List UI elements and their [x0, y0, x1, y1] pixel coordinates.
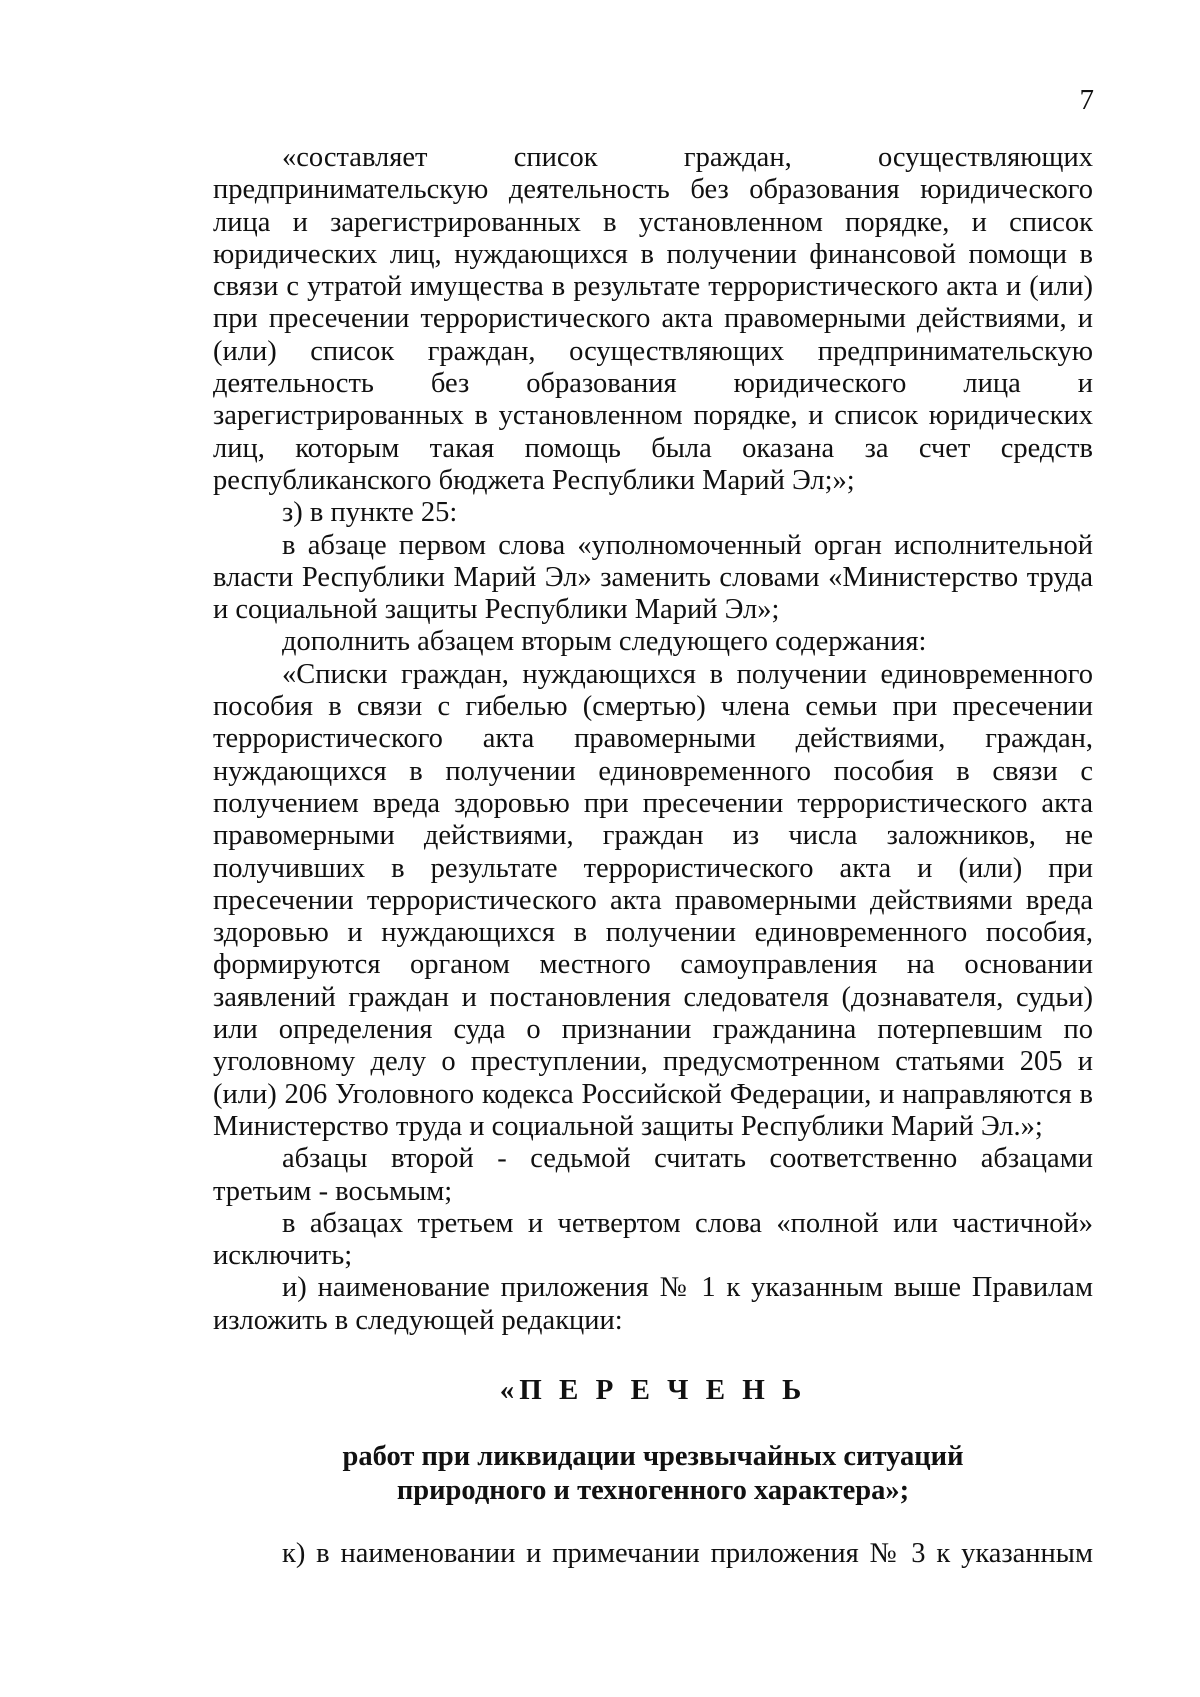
page-number: 7: [1079, 84, 1094, 116]
paragraph-item-k: к) в наименовании и примечании приложения № 3 к указанным: [282, 1538, 1093, 1569]
paragraph-renumber-abzacs: абзацы второй - седьмой считать соответственно абзацами третьим - восьмым;: [213, 1143, 1093, 1207]
perechen-subtitle-line-2: природного и техногенного характера»;: [396, 1475, 910, 1506]
paragraph-lists-of-citizens-quote: «Списки граждан, нуждающихся в получении единовременного пособия в связи с гибелью (смертью) члена семьи при пресечении террористического акта правомерными действиями, граждан, нуждающихся в получении единовременного пособия в связи с получением вреда здоровью при пресечении террористического акта правомерными действиями, граждан из числа заложников, не получивших в результате террористического акта и (или) при пресечении террористического акта правомерными действиями вреда здоровью и нуждающихся в получении единовременного пособия, формируются органом местного самоуправления на основании заявлений граждан и постановления следователя (дознавателя, судьи) или определения суда о признании гражданина потерпевшим по уголовному делу о преступлении, предусмотренном статьями 205 и (или) 206 Уголовного кодекса Российской Федерации, и направляются в Министерство труда и социальной защиты Республики Марий Эл.»;: [213, 658, 1093, 1142]
paragraph-add-second-abzac: дополнить абзацем вторым следующего содержания:: [282, 626, 927, 658]
paragraph-item-i: и) наименование приложения № 1 к указанным выше Правилам изложить в следующей редакции:: [213, 1272, 1093, 1336]
document-body: [213, 142, 1093, 1337]
paragraph-list-of-citizens: «составляет список граждан, осуществляющих предпринимательскую деятельность без образования юридического лица и зарегистрированных в установленном порядке, и список юридических лиц, нуждающихся в получении финансовой помощи в связи с утратой имущества в результате террористического акта и (или) при пресечении террористического акта правомерными действиями, и (или) список граждан, осуществляющих предпринимательскую деятельность без образования юридического лица и зарегистрированных в установленном порядке, и список юридических лиц, которым такая помощь была оказана за счет средств республиканского бюджета Республики Марий Эл;»;: [213, 142, 1093, 496]
perechen-subtitle-line-1: работ при ликвидации чрезвычайных ситуаций: [342, 1441, 964, 1472]
paragraph-first-abzac: в абзаце первом слова «уполномоченный орган исполнительной власти Республики Марий Эл» заменить словами «Министерство труда и социальной защиты Республики Марий Эл»;: [213, 529, 1093, 626]
paragraph-item-z: з) в пункте 25:: [282, 497, 458, 529]
perechen-subtitle: [213, 1440, 1093, 1508]
perechen-heading: «П Е Р Е Ч Е Н Ь: [499, 1374, 807, 1406]
paragraph-exclude-words: в абзацах третьем и четвертом слова «полной или частичной» исключить;: [213, 1207, 1093, 1272]
